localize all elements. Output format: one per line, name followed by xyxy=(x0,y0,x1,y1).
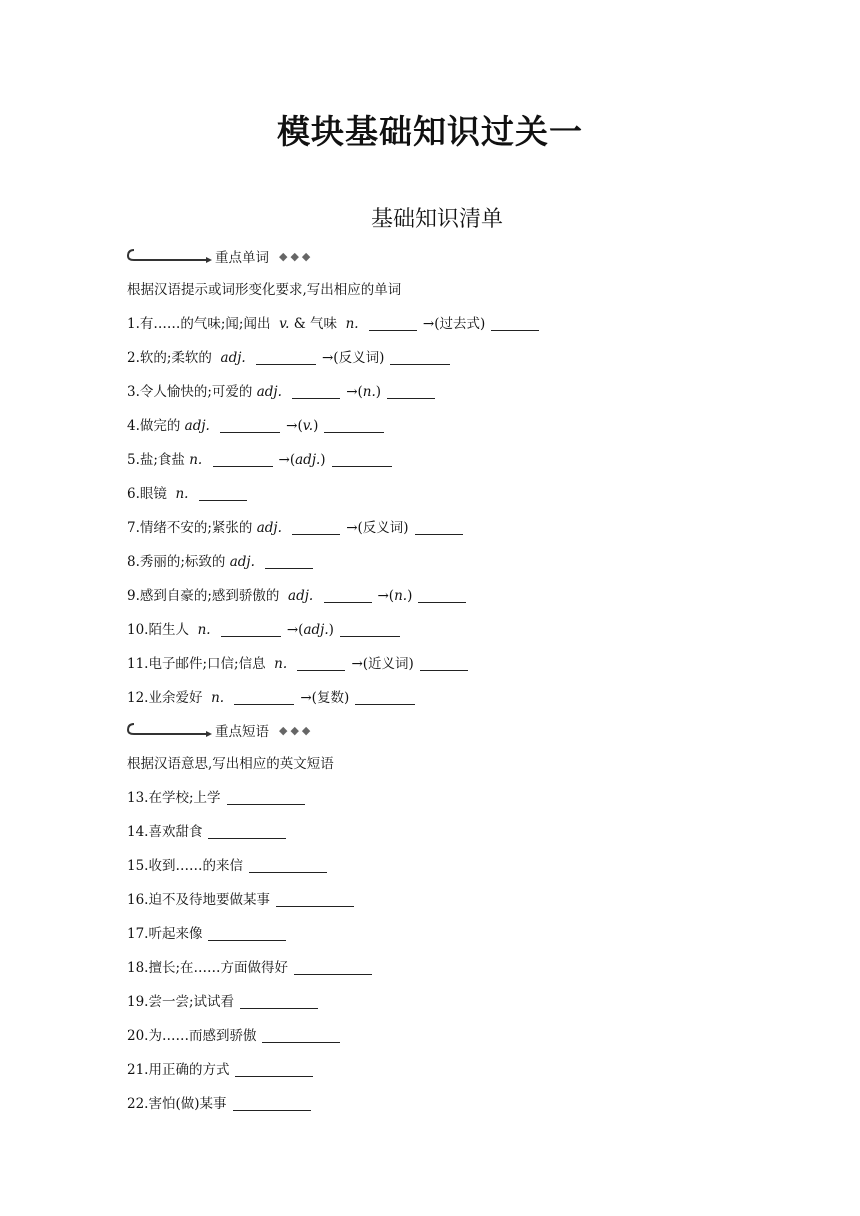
answer-blank[interactable] xyxy=(332,452,392,467)
answer-blank[interactable] xyxy=(276,892,354,907)
answer-blank[interactable] xyxy=(324,418,384,433)
arrow-icon xyxy=(127,247,213,265)
list-item: 9.感到自豪的;感到骄傲的 adj. →(n.) xyxy=(127,586,472,606)
answer-blank[interactable] xyxy=(491,316,539,331)
answer-blank[interactable] xyxy=(249,858,327,873)
answer-blank[interactable] xyxy=(340,622,400,637)
answer-blank[interactable] xyxy=(213,452,273,467)
section-label: 重点单词 xyxy=(215,250,269,266)
diamond-icons: ◆◆◆ xyxy=(279,249,314,263)
section-header-key-phrases xyxy=(127,720,313,740)
list-item: 10.陌生人 n. →(adj.) xyxy=(127,620,406,640)
answer-blank[interactable] xyxy=(221,622,281,637)
answer-blank[interactable] xyxy=(294,960,372,975)
list-item: 5.盐;食盐 n. →(adj.) xyxy=(127,450,398,470)
answer-blank[interactable] xyxy=(234,690,294,705)
answer-blank[interactable] xyxy=(390,350,450,365)
answer-blank[interactable] xyxy=(369,316,417,331)
answer-blank[interactable] xyxy=(208,926,286,941)
answer-blank[interactable] xyxy=(387,384,435,399)
list-item: 16.迫不及待地要做某事 xyxy=(127,890,360,910)
list-item: 6.眼镜 n. xyxy=(127,484,253,504)
answer-blank[interactable] xyxy=(262,1028,340,1043)
answer-blank[interactable] xyxy=(235,1062,313,1077)
answer-blank[interactable] xyxy=(324,588,372,603)
arrow-icon xyxy=(127,721,213,739)
list-item: 22.害怕(做)某事 xyxy=(127,1094,317,1114)
list-item: 19.尝一尝;试试看 xyxy=(127,992,324,1012)
list-item: 13.在学校;上学 xyxy=(127,788,311,808)
answer-blank[interactable] xyxy=(415,520,463,535)
list-item: 17.听起来像 xyxy=(127,924,292,944)
answer-blank[interactable] xyxy=(297,656,345,671)
answer-blank[interactable] xyxy=(256,350,316,365)
list-item: 15.收到……的来信 xyxy=(127,856,333,876)
list-item: 18.擅长;在……方面做得好 xyxy=(127,958,378,978)
answer-blank[interactable] xyxy=(292,384,340,399)
list-item: 11.电子邮件;口信;信息 n. →(近义词) xyxy=(127,654,474,674)
answer-blank[interactable] xyxy=(240,994,318,1009)
answer-blank[interactable] xyxy=(292,520,340,535)
answer-blank[interactable] xyxy=(227,790,305,805)
answer-blank[interactable] xyxy=(420,656,468,671)
list-item: 4.做完的 adj. →(v.) xyxy=(127,416,390,436)
answer-blank[interactable] xyxy=(208,824,286,839)
answer-blank[interactable] xyxy=(418,588,466,603)
list-item: 3.令人愉快的;可爱的 adj. →(n.) xyxy=(127,382,441,402)
answer-blank[interactable] xyxy=(220,418,280,433)
section-instruction: 根据汉语提示或词形变化要求,写出相应的单词 xyxy=(127,282,402,298)
section-instruction: 根据汉语意思,写出相应的英文短语 xyxy=(127,756,334,772)
list-item: 14.喜欢甜食 xyxy=(127,822,292,842)
section-subtitle: 基础知识清单 xyxy=(370,207,503,232)
answer-blank[interactable] xyxy=(355,690,415,705)
list-item: 12.业余爱好 n. →(复数) xyxy=(127,688,421,708)
list-item: 8.秀丽的;标致的 adj. xyxy=(127,552,319,572)
answer-blank[interactable] xyxy=(265,554,313,569)
page-title: 模块基础知识过关一 xyxy=(277,112,583,151)
diamond-icons: ◆◆◆ xyxy=(279,723,314,737)
list-item: 20.为……而感到骄傲 xyxy=(127,1026,346,1046)
section-label: 重点短语 xyxy=(215,724,269,740)
answer-blank[interactable] xyxy=(199,486,247,501)
list-item: 2.软的;柔软的 adj. →(反义词) xyxy=(127,348,456,368)
list-item: 21.用正确的方式 xyxy=(127,1060,319,1080)
list-item: 7.情绪不安的;紧张的 adj. →(反义词) xyxy=(127,518,469,538)
answer-blank[interactable] xyxy=(233,1096,311,1111)
section-header-key-words xyxy=(127,246,313,266)
list-item: 1.有……的气味;闻;闻出 v. & 气味 n. →(过去式) xyxy=(127,314,545,334)
